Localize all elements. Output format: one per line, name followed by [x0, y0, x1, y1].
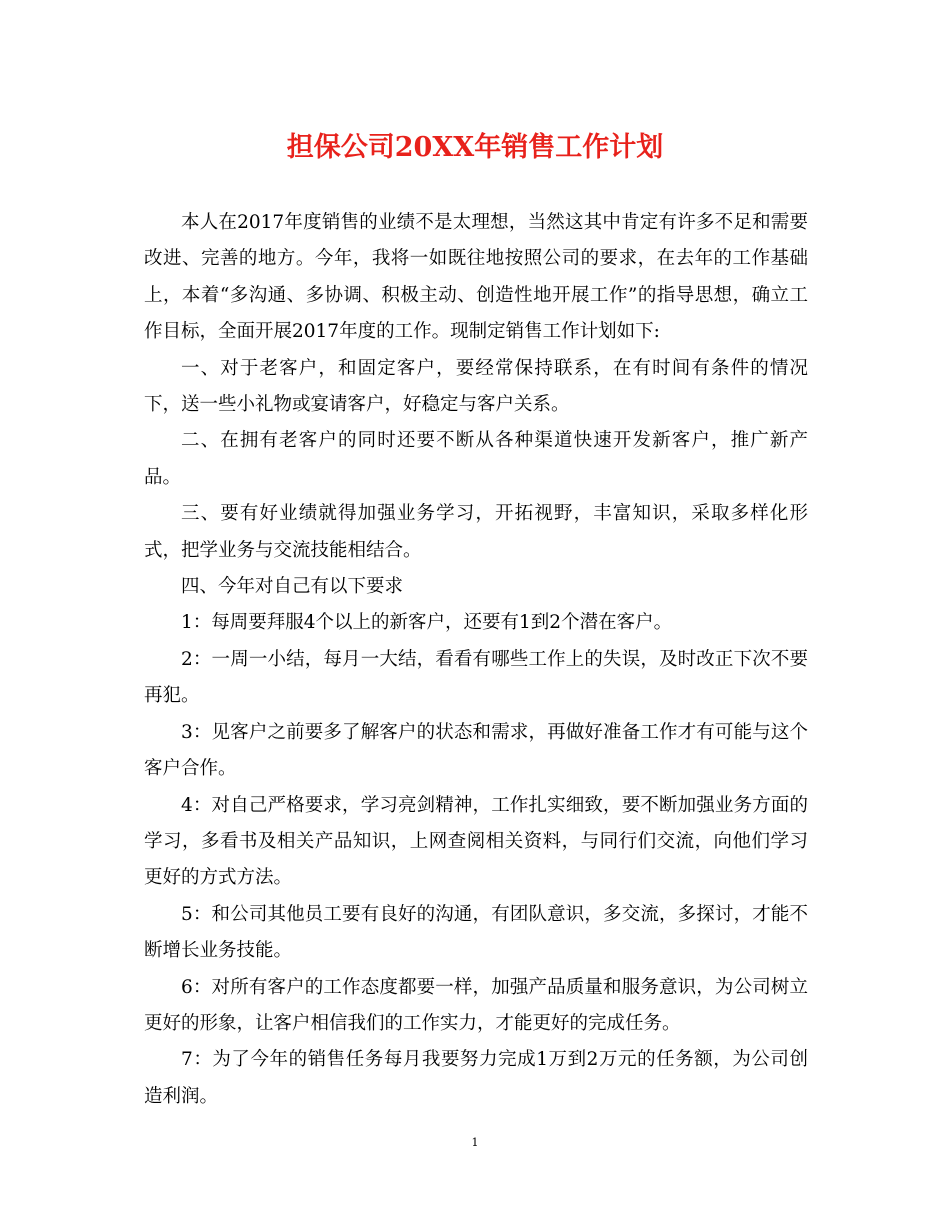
requirement-7: 7：为了今年的销售任务每月我要努力完成1万到2万元的任务额，为公司创造利润。 [144, 1049, 808, 1107]
requirement-1: 1：每周要拜服4个以上的新客户，还要有1到2个潜在客户。 [181, 612, 673, 634]
paragraph-item-4: 四、今年对自己有以下要求 [181, 576, 404, 598]
requirement-5: 5：和公司其他员工要有良好的沟通，有团队意识，多交流，多探讨，才能不断增长业务技能。 [144, 903, 808, 962]
requirement-6: 6：对所有客户的工作态度都要一样，加强产品质量和服务意识，为公司树立更好的形象，让客户相信我们的工作实力，才能更好的完成任务。 [144, 976, 808, 1034]
requirement-4: 4：对自己严格要求，学习亮剑精神，工作扎实细致，要不断加强业务方面的学习，多看书及相关产品知识，上网查阅相关资料，与同行们交流，向他们学习更好的方式方法。 [144, 794, 808, 889]
paragraph-item-2: 二、在拥有老客户的同时还要不断从各种渠道快速开发新客户，推广新产品。 [144, 430, 808, 488]
paragraph-item-1: 一、对于老客户，和固定客户，要经常保持联系，在有时间有条件的情况下，送一些小礼物或宴请客户，好稳定与客户关系。 [144, 357, 808, 416]
requirement-2: 2：一周一小结，每月一大结，看看有哪些工作上的失误，及时改正下次不要再犯。 [144, 648, 808, 707]
document-body [144, 205, 808, 1115]
document-title: 担保公司20XX年销售工作计划 [286, 132, 664, 163]
requirement-3: 3：见客户之前要多了解客户的状态和需求，再做好准备工作才有可能与这个客户合作。 [144, 721, 808, 780]
paragraph-item-3: 三、要有好业绩就得加强业务学习，开拓视野，丰富知识，采取多样化形式，把学业务与交流技能相结合。 [144, 503, 808, 561]
paragraph-intro: 本人在2017年度销售的业绩不是太理想，当然这其中肯定有许多不足和需要改进、完善的地方。今年，我将一如既往地按照公司的要求，在去年的工作基础上，本着“多沟通、多协调、积极主动、创造性地开展工作”的指导思想，确立工作目标，全面开展2017年度的工作。现制定销售工作计划如下: [144, 212, 808, 343]
page-number: 1 [471, 1136, 479, 1149]
